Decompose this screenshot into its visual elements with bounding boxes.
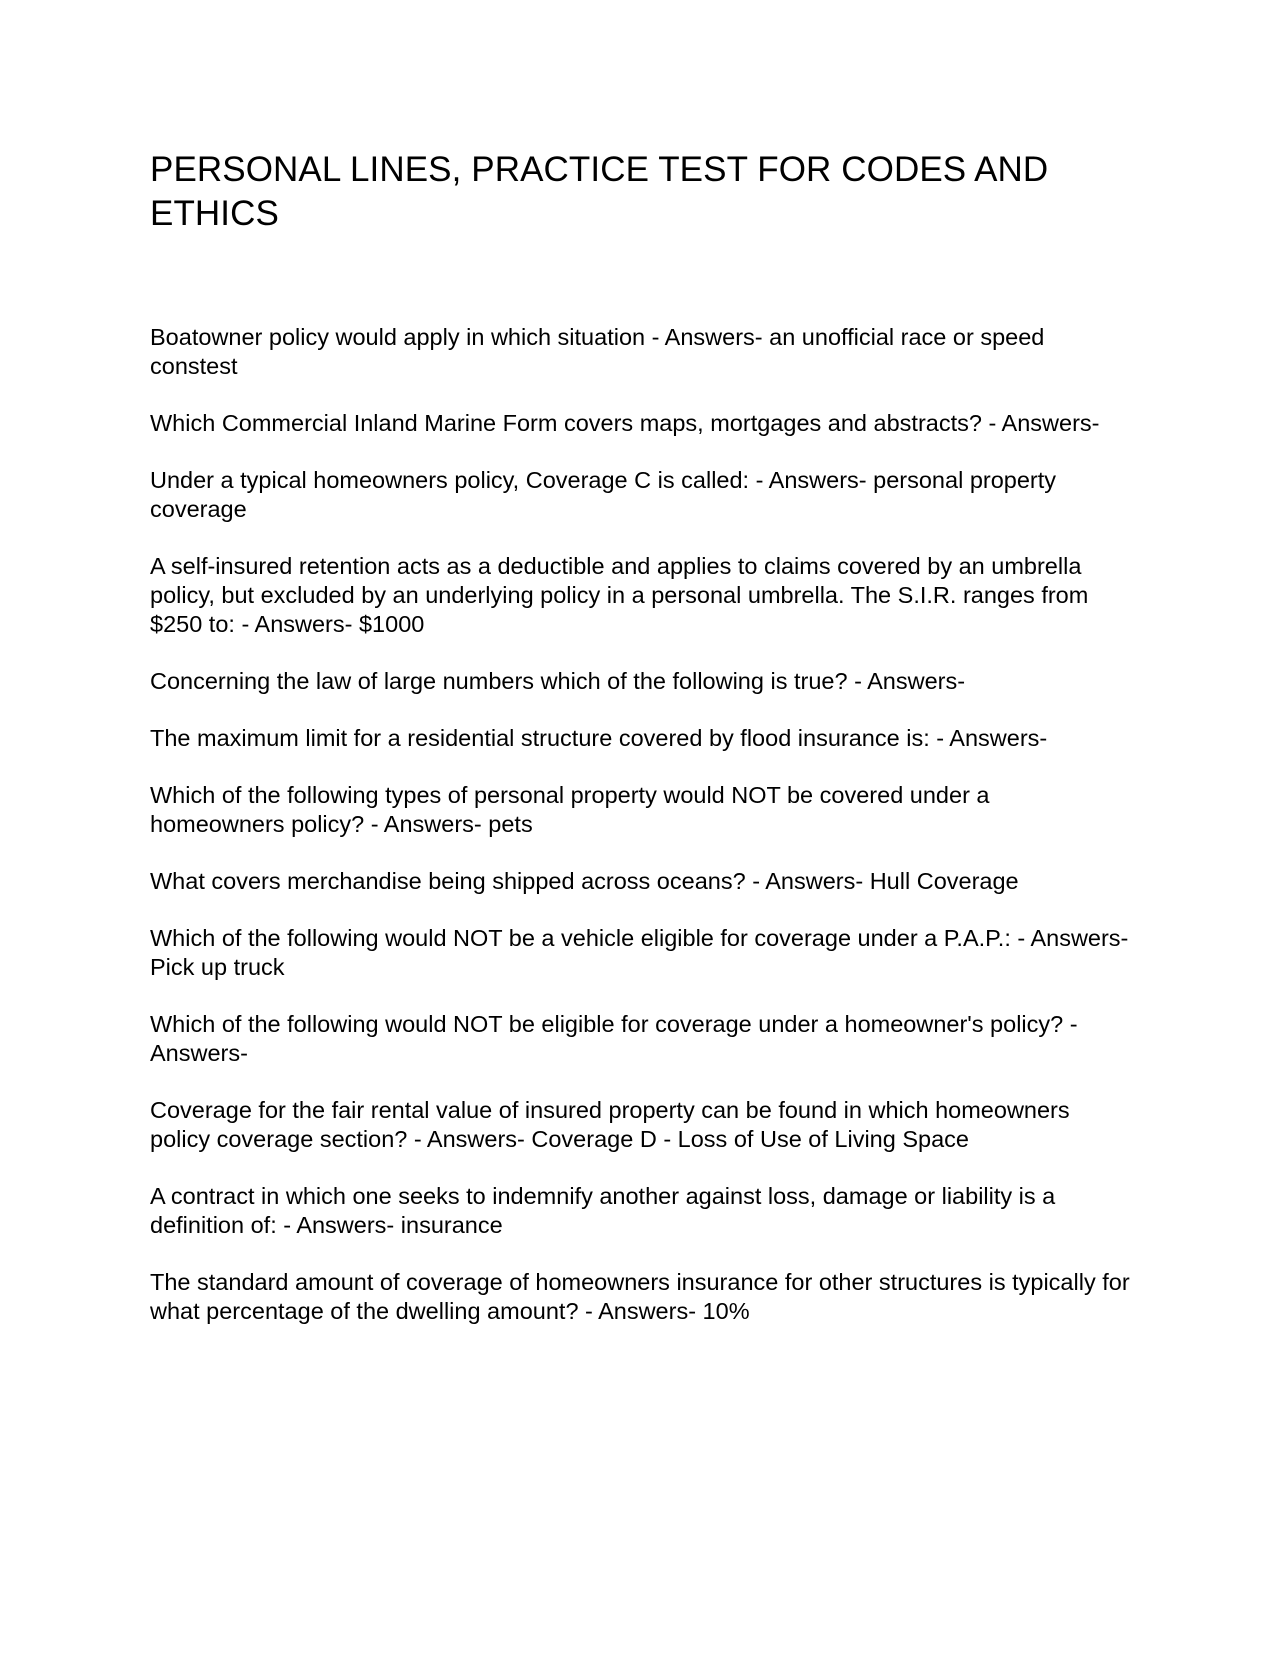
question-answer-list — [150, 323, 1130, 1354]
qa-item: A contract in which one seeks to indemnify another against loss, damage or liability is a definition of: - Answers- insurance — [150, 1183, 1056, 1238]
qa-item: The maximum limit for a residential structure covered by flood insurance is: - Answers- — [150, 725, 1048, 751]
qa-item: Coverage for the fair rental value of insured property can be found in which homeowners policy coverage section? - Answers- Coverage D - Loss of Use of Living Space — [150, 1097, 1070, 1152]
qa-item: The standard amount of coverage of homeowners insurance for other structures is typically for what percentage of the dwelling amount? - Answers- 10% — [150, 1269, 1130, 1324]
qa-item: Which of the following would NOT be eligible for coverage under a homeowner's policy? - Answers- — [150, 1011, 1078, 1066]
qa-item: Which of the following types of personal property would NOT be covered under a homeowners policy? - Answers- pets — [150, 782, 990, 837]
document-title: PERSONAL LINES, PRACTICE TEST FOR CODES AND ETHICS — [150, 150, 1049, 233]
qa-item: Concerning the law of large numbers which of the following is true? - Answers- — [150, 668, 966, 694]
qa-item: Under a typical homeowners policy, Coverage C is called: - Answers- personal property coverage — [150, 467, 1057, 522]
qa-item: Which of the following would NOT be a vehicle eligible for coverage under a P.A.P.: - Answers- Pick up truck — [150, 925, 1129, 980]
qa-item: A self-insured retention acts as a deductible and applies to claims covered by an umbrella policy, but excluded by an underlying policy in a personal umbrella. The S.I.R. ranges from $250 to: - Answers- $1000 — [150, 553, 1089, 637]
qa-item: What covers merchandise being shipped across oceans? - Answers- Hull Coverage — [150, 868, 1019, 894]
qa-item: Which Commercial Inland Marine Form covers maps, mortgages and abstracts? - Answers- — [150, 410, 1100, 436]
qa-item: Boatowner policy would apply in which situation - Answers- an unofficial race or speed constest — [150, 324, 1045, 379]
